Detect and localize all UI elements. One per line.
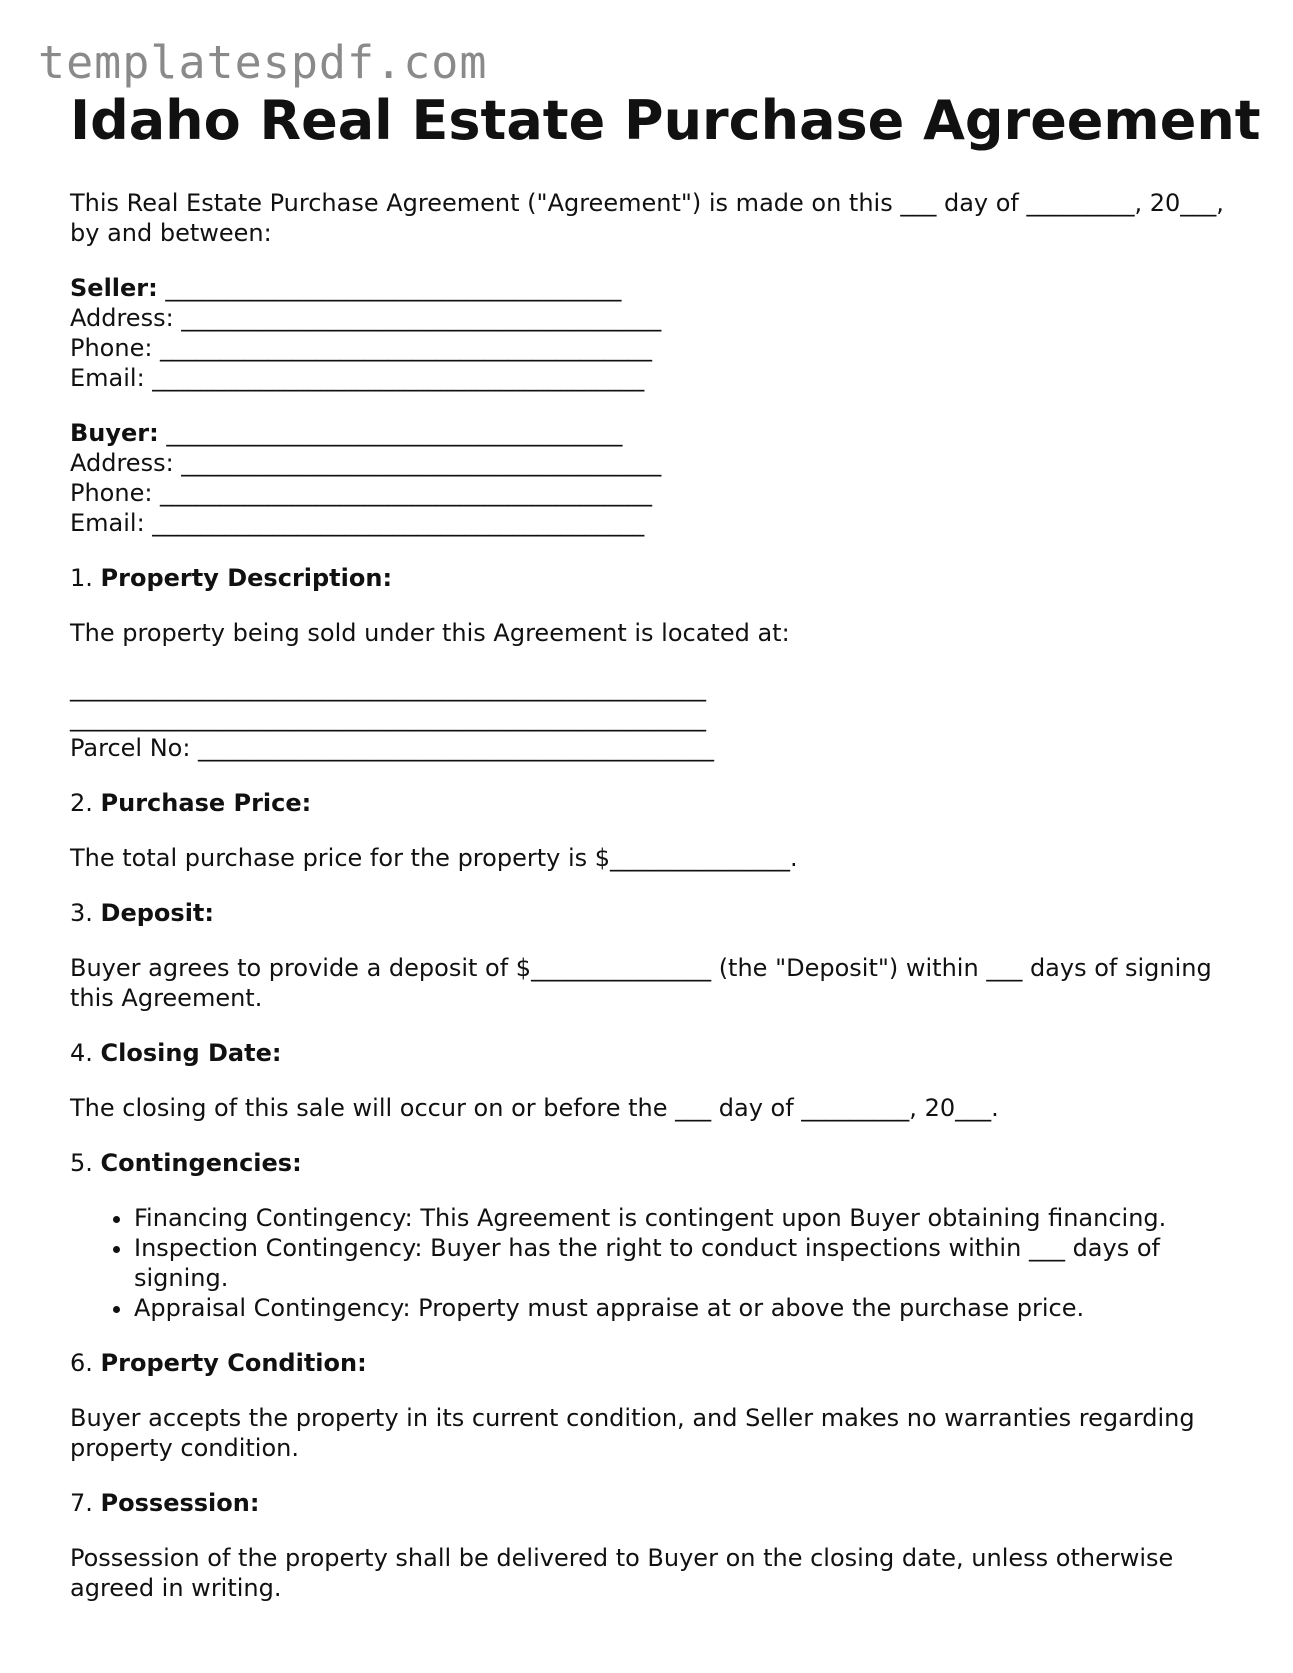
section-2-number: 2. bbox=[70, 789, 93, 817]
section-4-title: Closing Date: bbox=[100, 1039, 282, 1067]
section-3-body: Buyer agrees to provide a deposit of $_______________ (the "Deposit") within ___ days of signing this Agreement. bbox=[70, 954, 1212, 1012]
buyer-name-line bbox=[70, 418, 1230, 448]
buyer-phone-line: Phone: _________________________________________ bbox=[70, 479, 653, 507]
list-item: • Appraisal Contingency: Property must appraise at or above the purchase price. bbox=[134, 1293, 1230, 1323]
section-1-title: Property Description: bbox=[100, 564, 393, 592]
seller-phone-line: Phone: _________________________________________ bbox=[70, 334, 653, 362]
section-3-title: Deposit: bbox=[100, 899, 214, 927]
section-1-number: 1. bbox=[70, 564, 93, 592]
property-address-lines bbox=[70, 673, 1230, 763]
property-address-line-1: _____________________________________________________ bbox=[70, 674, 706, 702]
parcel-number-line: Parcel No: ___________________________________________ bbox=[70, 734, 715, 762]
section-3-number: 3. bbox=[70, 899, 93, 927]
seller-name-line bbox=[70, 273, 1230, 303]
section-7-body: Possession of the property shall be delivered to Buyer on the closing date, unless otherwise agreed in writing. bbox=[70, 1544, 1174, 1602]
section-4-body: The closing of this sale will occur on or before the ___ day of _________, 20___. bbox=[70, 1094, 999, 1122]
section-6-number: 6. bbox=[70, 1349, 93, 1377]
seller-address-line: Address: ________________________________________ bbox=[70, 304, 662, 332]
buyer-address-line: Address: ________________________________________ bbox=[70, 449, 662, 477]
buyer-block bbox=[70, 418, 1230, 538]
seller-label: Seller: bbox=[70, 274, 158, 302]
property-address-line-2: _____________________________________________________ bbox=[70, 704, 706, 732]
section-6-title: Property Condition: bbox=[100, 1349, 367, 1377]
document-page bbox=[70, 89, 1261, 1603]
buyer-email-line: Email: _________________________________________ bbox=[70, 509, 645, 537]
intro-paragraph: This Real Estate Purchase Agreement ("Agreement") is made on this ___ day of _________, 20___, by and between: bbox=[70, 189, 1224, 247]
section-4-heading bbox=[70, 1038, 1230, 1068]
section-7-heading bbox=[70, 1488, 1230, 1518]
contingencies-list bbox=[70, 1203, 1230, 1323]
section-6-body: Buyer accepts the property in its current condition, and Seller makes no warranties regarding property condition. bbox=[70, 1404, 1195, 1462]
section-2-heading bbox=[70, 788, 1230, 818]
buyer-label: Buyer: bbox=[70, 419, 159, 447]
section-2-body: The total purchase price for the property is $_______________. bbox=[70, 844, 798, 872]
section-5-number: 5. bbox=[70, 1149, 93, 1177]
list-item: • Inspection Contingency: Buyer has the right to conduct inspections within ___ days of signing. bbox=[134, 1233, 1230, 1293]
section-7-number: 7. bbox=[70, 1489, 93, 1517]
seller-email-line: Email: _________________________________________ bbox=[70, 364, 645, 392]
section-6-heading bbox=[70, 1348, 1230, 1378]
section-5-title: Contingencies: bbox=[100, 1149, 302, 1177]
seller-block bbox=[70, 273, 1230, 393]
list-item: • Financing Contingency: This Agreement is contingent upon Buyer obtaining financing. bbox=[134, 1203, 1230, 1233]
section-2-title: Purchase Price: bbox=[100, 789, 312, 817]
section-3-heading bbox=[70, 898, 1230, 928]
section-7-title: Possession: bbox=[100, 1489, 260, 1517]
seller-name-field: ______________________________________ bbox=[157, 274, 622, 302]
buyer-name-field: ______________________________________ bbox=[158, 419, 623, 447]
watermark: templatespdf.com bbox=[38, 36, 488, 89]
section-5-heading bbox=[70, 1148, 1230, 1178]
section-1-body: The property being sold under this Agreement is located at: bbox=[70, 619, 790, 647]
page-title: Idaho Real Estate Purchase Agreement bbox=[70, 89, 1261, 152]
section-4-number: 4. bbox=[70, 1039, 93, 1067]
section-1-heading bbox=[70, 563, 1230, 593]
